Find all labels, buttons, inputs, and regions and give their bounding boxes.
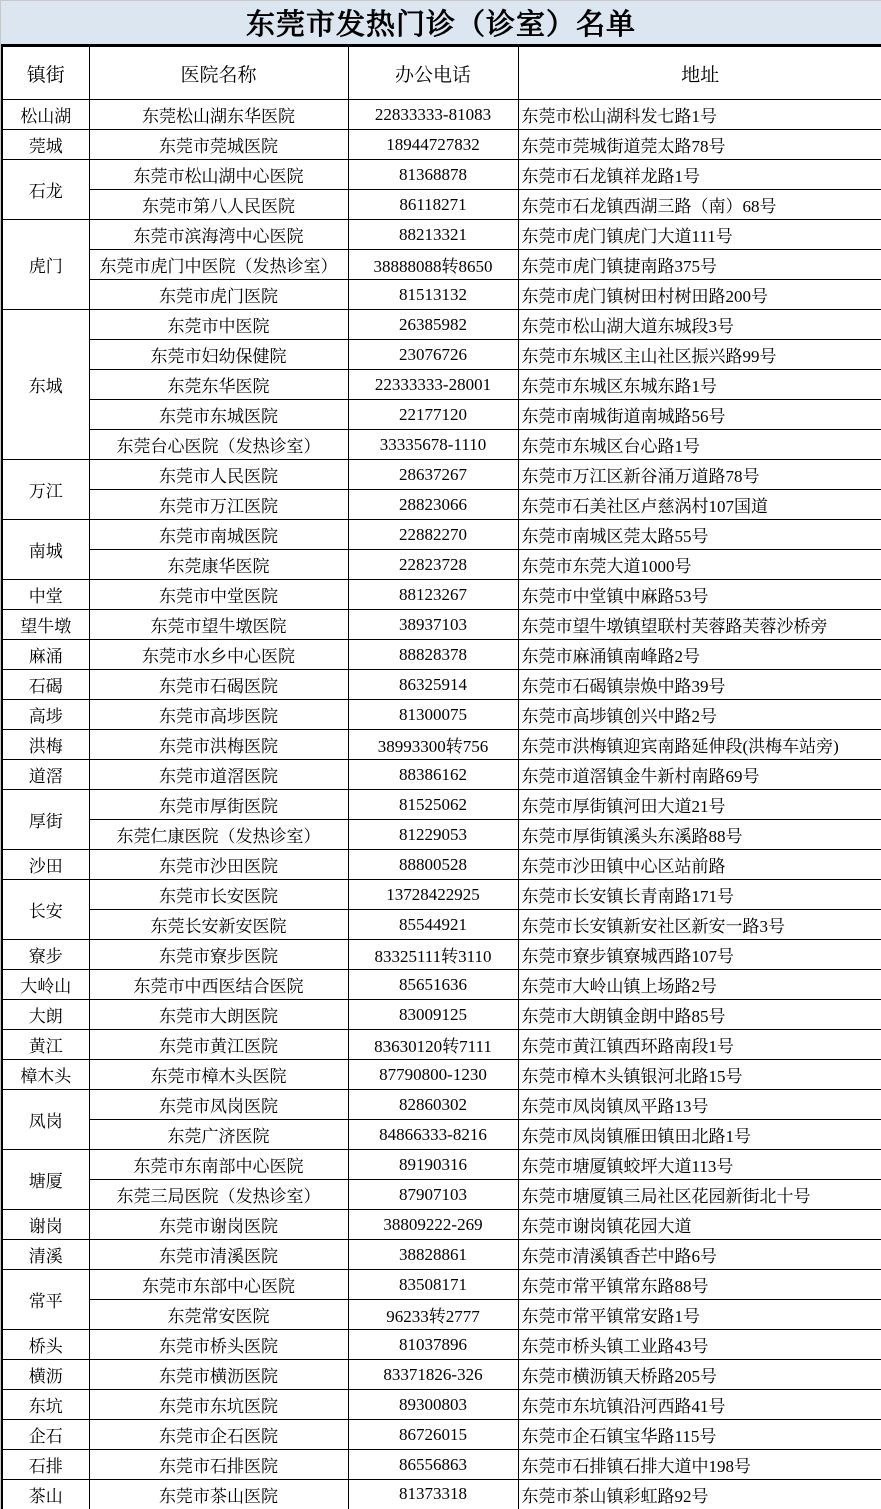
phone-number-cell: 38993300转756 (348, 730, 518, 760)
address-cell: 东莞市石美社区卢慈涡村107国道 (518, 490, 881, 520)
hospital-name-cell: 东莞仁康医院（发热诊室） (89, 820, 348, 850)
town-cell: 东城 (2, 310, 89, 460)
table-row (2, 640, 881, 670)
phone-number-cell: 38888088转8650 (348, 250, 518, 280)
address-cell: 东莞市凤岗镇雁田镇田北路1号 (518, 1120, 881, 1150)
address-cell: 东莞市松山湖大道东城段3号 (518, 310, 881, 340)
table-row (2, 1030, 881, 1060)
hospital-name-cell: 东莞市中西医结合医院 (89, 970, 348, 1000)
table-row (2, 1000, 881, 1030)
hospital-name-cell: 东莞市妇幼保健院 (89, 340, 348, 370)
phone-number-cell: 88213321 (348, 220, 518, 250)
table-row (2, 970, 881, 1000)
hospital-name-cell: 东莞市桥头医院 (89, 1330, 348, 1360)
address-cell: 东莞市清溪镇香芒中路6号 (518, 1240, 881, 1270)
phone-number-cell: 28637267 (348, 460, 518, 490)
table-row (2, 1300, 881, 1330)
town-cell: 寮步 (2, 940, 89, 970)
table-row (2, 340, 881, 370)
table-row (2, 1390, 881, 1420)
address-cell: 东莞市莞城街道莞太路78号 (518, 130, 881, 160)
phone-number-cell: 83325111转3110 (348, 940, 518, 970)
table-row (2, 1240, 881, 1270)
hospital-name-cell: 东莞三局医院（发热诊室） (89, 1180, 348, 1210)
address-cell: 东莞市石龙镇祥龙路1号 (518, 160, 881, 190)
address-cell: 东莞市松山湖科发七路1号 (518, 100, 881, 130)
phone-number-cell: 33335678-1110 (348, 430, 518, 460)
address-cell: 东莞市沙田镇中心区站前路 (518, 850, 881, 880)
town-cell: 长安 (2, 880, 89, 940)
hospital-name-cell: 东莞市东部中心医院 (89, 1270, 348, 1300)
town-cell: 塘厦 (2, 1150, 89, 1210)
phone-number-cell: 23076726 (348, 340, 518, 370)
table-row (2, 1210, 881, 1240)
address-cell: 东莞市塘厦镇蛟坪大道113号 (518, 1150, 881, 1180)
column-header-town: 镇街 (2, 46, 89, 100)
table-row (2, 700, 881, 730)
phone-number-cell: 83009125 (348, 1000, 518, 1030)
phone-number-cell: 81373318 (348, 1480, 518, 1509)
hospital-name-cell: 东莞市茶山医院 (89, 1480, 348, 1509)
phone-number-cell: 88828378 (348, 640, 518, 670)
address-cell: 东莞市寮步镇寮城西路107号 (518, 940, 881, 970)
address-cell: 东莞市常平镇常安路1号 (518, 1300, 881, 1330)
hospital-name-cell: 东莞市凤岗医院 (89, 1090, 348, 1120)
hospital-name-cell: 东莞市南城医院 (89, 520, 348, 550)
address-cell: 东莞市虎门镇树田村树田路200号 (518, 280, 881, 310)
address-cell: 东莞市道滘镇金牛新村南路69号 (518, 760, 881, 790)
phone-number-cell: 96233转2777 (348, 1300, 518, 1330)
hospital-name-cell: 东莞市高埗医院 (89, 700, 348, 730)
phone-number-cell: 22177120 (348, 400, 518, 430)
page-title: 东莞市发热门诊（诊室）名单 (245, 9, 636, 41)
phone-number-cell: 86726015 (348, 1420, 518, 1450)
address-cell: 东莞市南城区莞太路55号 (518, 520, 881, 550)
address-cell: 东莞市南城街道南城路56号 (518, 400, 881, 430)
phone-number-cell: 18944727832 (348, 130, 518, 160)
hospital-name-cell: 东莞市虎门中医院（发热诊室） (89, 250, 348, 280)
table-row (2, 1360, 881, 1390)
town-cell: 黄江 (2, 1030, 89, 1060)
hospital-name-cell: 东莞市石碣医院 (89, 670, 348, 700)
table-row (2, 100, 881, 130)
hospital-name-cell: 东莞市厚街医院 (89, 790, 348, 820)
hospital-name-cell: 东莞市谢岗医院 (89, 1210, 348, 1240)
hospital-name-cell: 东莞常安医院 (89, 1300, 348, 1330)
town-cell: 莞城 (2, 130, 89, 160)
town-cell: 樟木头 (2, 1060, 89, 1090)
address-cell: 东莞市长安镇长青南路171号 (518, 880, 881, 910)
phone-number-cell: 85544921 (348, 910, 518, 940)
table-row (2, 1180, 881, 1210)
hospital-name-cell: 东莞市虎门医院 (89, 280, 348, 310)
title-bar (1, 1, 881, 44)
hospital-name-cell: 东莞长安新安医院 (89, 910, 348, 940)
town-cell: 大岭山 (2, 970, 89, 1000)
table-row (2, 790, 881, 820)
hospital-name-cell: 东莞市黄江医院 (89, 1030, 348, 1060)
table-row (2, 1090, 881, 1120)
table-row (2, 1150, 881, 1180)
phone-number-cell: 22823728 (348, 550, 518, 580)
hospital-name-cell: 东莞东华医院 (89, 370, 348, 400)
table-row (2, 400, 881, 430)
town-cell: 谢岗 (2, 1210, 89, 1240)
town-cell: 桥头 (2, 1330, 89, 1360)
hospital-name-cell: 东莞市望牛墩医院 (89, 610, 348, 640)
phone-number-cell: 83630120转7111 (348, 1030, 518, 1060)
town-cell: 茶山 (2, 1480, 89, 1509)
address-cell: 东莞市大岭山镇上场路2号 (518, 970, 881, 1000)
phone-number-cell: 22833333-81083 (348, 100, 518, 130)
town-cell: 南城 (2, 520, 89, 580)
address-cell: 东莞市厚街镇溪头东溪路88号 (518, 820, 881, 850)
table-row (2, 1450, 881, 1480)
address-cell: 东莞市谢岗镇花园大道 (518, 1210, 881, 1240)
address-cell: 东莞市厚街镇河田大道21号 (518, 790, 881, 820)
town-cell: 大朗 (2, 1000, 89, 1030)
phone-number-cell: 86556863 (348, 1450, 518, 1480)
phone-number-cell: 88800528 (348, 850, 518, 880)
address-cell: 东莞市石龙镇西湖三路（南）68号 (518, 190, 881, 220)
table-row (2, 880, 881, 910)
address-cell: 东莞市企石镇宝华路115号 (518, 1420, 881, 1450)
hospital-name-cell: 东莞市东坑医院 (89, 1390, 348, 1420)
address-cell: 东莞市洪梅镇迎宾南路延伸段(洪梅车站旁) (518, 730, 881, 760)
hospital-name-cell: 东莞市大朗医院 (89, 1000, 348, 1030)
table-body (2, 100, 881, 1509)
hospital-name-cell: 东莞市滨海湾中心医院 (89, 220, 348, 250)
fever-clinic-table (1, 44, 881, 1509)
address-cell: 东莞市石碣镇崇焕中路39号 (518, 670, 881, 700)
phone-number-cell: 85651636 (348, 970, 518, 1000)
phone-number-cell: 88123267 (348, 580, 518, 610)
address-cell: 东莞市长安镇新安社区新安一路3号 (518, 910, 881, 940)
address-cell: 东莞市高埗镇创兴中路2号 (518, 700, 881, 730)
address-cell: 东莞市东城区主山社区振兴路99号 (518, 340, 881, 370)
hospital-name-cell: 东莞市寮步医院 (89, 940, 348, 970)
hospital-name-cell: 东莞市石排医院 (89, 1450, 348, 1480)
hospital-name-cell: 东莞市沙田医院 (89, 850, 348, 880)
phone-number-cell: 83508171 (348, 1270, 518, 1300)
address-cell: 东莞市石排镇石排大道中198号 (518, 1450, 881, 1480)
hospital-name-cell: 东莞市企石医院 (89, 1420, 348, 1450)
town-cell: 常平 (2, 1270, 89, 1330)
town-cell: 望牛墩 (2, 610, 89, 640)
table-row (2, 940, 881, 970)
town-cell: 凤岗 (2, 1090, 89, 1150)
hospital-name-cell: 东莞市中堂医院 (89, 580, 348, 610)
town-cell: 石龙 (2, 160, 89, 220)
hospital-name-cell: 东莞市樟木头医院 (89, 1060, 348, 1090)
table-row (2, 310, 881, 340)
phone-number-cell: 26385982 (348, 310, 518, 340)
table-row (2, 430, 881, 460)
hospital-name-cell: 东莞市万江医院 (89, 490, 348, 520)
town-cell: 洪梅 (2, 730, 89, 760)
hospital-name-cell: 东莞松山湖东华医院 (89, 100, 348, 130)
address-cell: 东莞市中堂镇中麻路53号 (518, 580, 881, 610)
hospital-name-cell: 东莞市水乡中心医院 (89, 640, 348, 670)
address-cell: 东莞市东城区东城东路1号 (518, 370, 881, 400)
table-row (2, 610, 881, 640)
town-cell: 石碣 (2, 670, 89, 700)
address-cell: 东莞市樟木头镇银河北路15号 (518, 1060, 881, 1090)
phone-number-cell: 84866333-8216 (348, 1120, 518, 1150)
hospital-name-cell: 东莞市长安医院 (89, 880, 348, 910)
table-row (2, 520, 881, 550)
phone-number-cell: 83371826-326 (348, 1360, 518, 1390)
hospital-name-cell: 东莞市清溪医院 (89, 1240, 348, 1270)
address-cell: 东莞市常平镇常东路88号 (518, 1270, 881, 1300)
town-cell: 清溪 (2, 1240, 89, 1270)
table-row (2, 1420, 881, 1450)
town-cell: 麻涌 (2, 640, 89, 670)
phone-number-cell: 22882270 (348, 520, 518, 550)
phone-number-cell: 28823066 (348, 490, 518, 520)
phone-number-cell: 81513132 (348, 280, 518, 310)
column-header-phone: 办公电话 (348, 46, 518, 100)
header-row (2, 46, 881, 100)
address-cell: 东莞市东城区台心路1号 (518, 430, 881, 460)
table-row (2, 490, 881, 520)
town-cell: 企石 (2, 1420, 89, 1450)
table-row (2, 910, 881, 940)
table-row (2, 730, 881, 760)
phone-number-cell: 38937103 (348, 610, 518, 640)
hospital-name-cell: 东莞市横沥医院 (89, 1360, 348, 1390)
phone-number-cell: 81300075 (348, 700, 518, 730)
table-row (2, 190, 881, 220)
phone-number-cell: 89190316 (348, 1150, 518, 1180)
town-cell: 万江 (2, 460, 89, 520)
phone-number-cell: 89300803 (348, 1390, 518, 1420)
hospital-name-cell: 东莞市洪梅医院 (89, 730, 348, 760)
town-cell: 松山湖 (2, 100, 89, 130)
hospital-name-cell: 东莞市莞城医院 (89, 130, 348, 160)
hospital-name-cell: 东莞市第八人民医院 (89, 190, 348, 220)
phone-number-cell: 38828861 (348, 1240, 518, 1270)
town-cell: 沙田 (2, 850, 89, 880)
address-cell: 东莞市塘厦镇三局社区花园新街北十号 (518, 1180, 881, 1210)
address-cell: 东莞市东莞大道1000号 (518, 550, 881, 580)
town-cell: 横沥 (2, 1360, 89, 1390)
address-cell: 东莞市麻涌镇南峰路2号 (518, 640, 881, 670)
table-row (2, 670, 881, 700)
table-row (2, 1120, 881, 1150)
town-cell: 石排 (2, 1450, 89, 1480)
address-cell: 东莞市虎门镇虎门大道111号 (518, 220, 881, 250)
town-cell: 中堂 (2, 580, 89, 610)
hospital-name-cell: 东莞康华医院 (89, 550, 348, 580)
phone-number-cell: 88386162 (348, 760, 518, 790)
phone-number-cell: 13728422925 (348, 880, 518, 910)
table-row (2, 250, 881, 280)
table-row (2, 370, 881, 400)
column-header-address: 地址 (518, 46, 881, 100)
table-row (2, 1480, 881, 1509)
hospital-name-cell: 东莞台心医院（发热诊室） (89, 430, 348, 460)
address-cell: 东莞市东坑镇沿河西路41号 (518, 1390, 881, 1420)
hospital-name-cell: 东莞市道滘医院 (89, 760, 348, 790)
table-row (2, 1330, 881, 1360)
table-row (2, 580, 881, 610)
table-row (2, 1270, 881, 1300)
phone-number-cell: 81037896 (348, 1330, 518, 1360)
phone-number-cell: 38809222-269 (348, 1210, 518, 1240)
table-row (2, 220, 881, 250)
hospital-name-cell: 东莞市松山湖中心医院 (89, 160, 348, 190)
phone-number-cell: 81368878 (348, 160, 518, 190)
town-cell: 厚街 (2, 790, 89, 850)
table-row (2, 820, 881, 850)
town-cell: 虎门 (2, 220, 89, 310)
table-row (2, 130, 881, 160)
address-cell: 东莞市凤岗镇凤平路13号 (518, 1090, 881, 1120)
address-cell: 东莞市望牛墩镇望联村芙蓉路芙蓉沙桥旁 (518, 610, 881, 640)
hospital-name-cell: 东莞市东城医院 (89, 400, 348, 430)
phone-number-cell: 86325914 (348, 670, 518, 700)
table-row (2, 760, 881, 790)
town-cell: 东坑 (2, 1390, 89, 1420)
address-cell: 东莞市虎门镇捷南路375号 (518, 250, 881, 280)
phone-number-cell: 22333333-28001 (348, 370, 518, 400)
table-row (2, 850, 881, 880)
hospital-name-cell: 东莞市中医院 (89, 310, 348, 340)
town-cell: 高埗 (2, 700, 89, 730)
phone-number-cell: 87790800-1230 (348, 1060, 518, 1090)
table-row (2, 160, 881, 190)
column-header-hospital: 医院名称 (89, 46, 348, 100)
address-cell: 东莞市茶山镇彩虹路92号 (518, 1480, 881, 1509)
table-row (2, 460, 881, 490)
address-cell: 东莞市桥头镇工业路43号 (518, 1330, 881, 1360)
address-cell: 东莞市黄江镇西环路南段1号 (518, 1030, 881, 1060)
hospital-name-cell: 东莞市东南部中心医院 (89, 1150, 348, 1180)
phone-number-cell: 87907103 (348, 1180, 518, 1210)
hospital-name-cell: 东莞广济医院 (89, 1120, 348, 1150)
phone-number-cell: 86118271 (348, 190, 518, 220)
address-cell: 东莞市横沥镇天桥路205号 (518, 1360, 881, 1390)
town-cell: 道滘 (2, 760, 89, 790)
phone-number-cell: 82860302 (348, 1090, 518, 1120)
table-row (2, 1060, 881, 1090)
hospital-name-cell: 东莞市人民医院 (89, 460, 348, 490)
address-cell: 东莞市大朗镇金朗中路85号 (518, 1000, 881, 1030)
address-cell: 东莞市万江区新谷涌万道路78号 (518, 460, 881, 490)
table-row (2, 550, 881, 580)
phone-number-cell: 81229053 (348, 820, 518, 850)
table-row (2, 280, 881, 310)
phone-number-cell: 81525062 (348, 790, 518, 820)
